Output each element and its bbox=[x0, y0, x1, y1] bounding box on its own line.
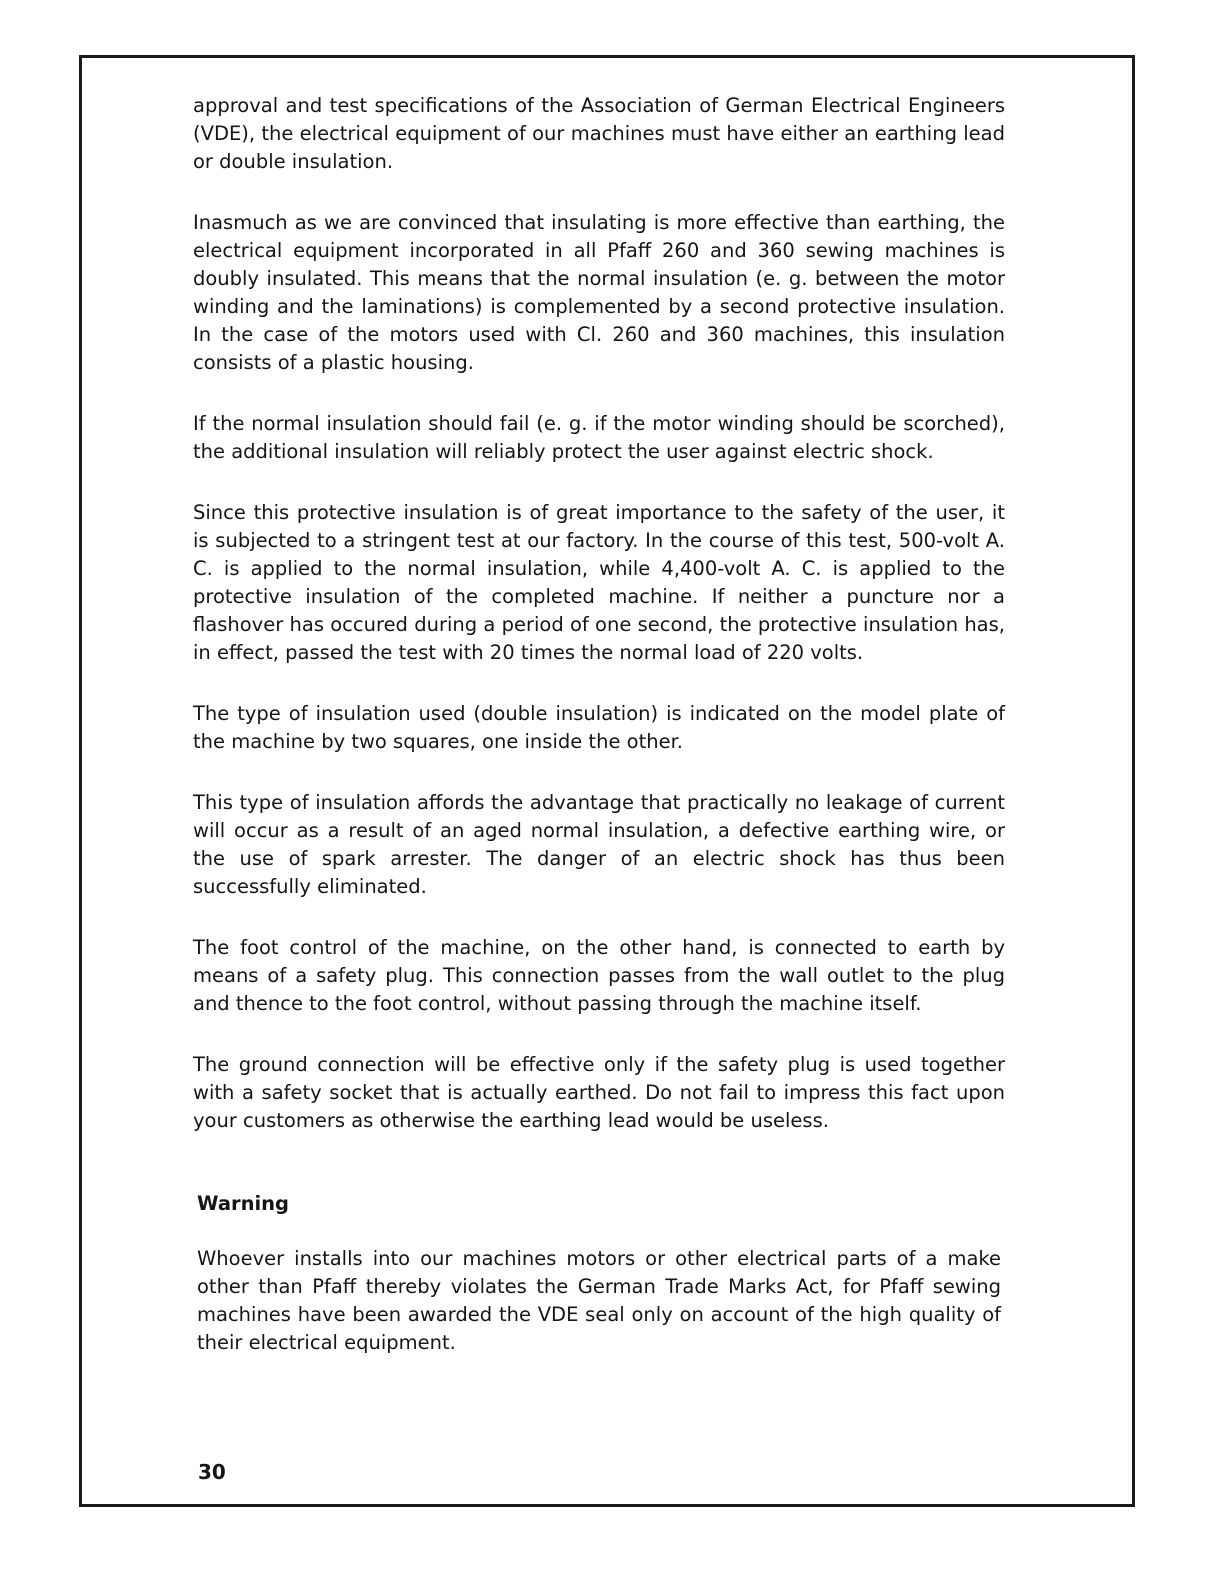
paragraph-insulation-failure: If the normal insulation should fail (e. g. if the motor winding should be scorched), the additional insulation will reliably protect the user against electric shock. bbox=[193, 412, 1005, 463]
paragraph-ground-connection: The ground connection will be effective only if the safety plug is used together with a safety socket that is actually earthed. Do not fail to impress this fact upon your customers as otherwise the earthing lead would be useless. bbox=[193, 1053, 1005, 1132]
paragraph-model-plate: The type of insulation used (double insulation) is indicated on the model plate of the machine by two squares, one inside the other. bbox=[193, 702, 1005, 753]
paragraph-vde-requirements: approval and test specifications of the Association of German Electrical Engineers (VDE), the electrical equipment of our machines must have either an earthing lead or double insulation. bbox=[193, 94, 1005, 173]
paragraph-foot-control: The foot control of the machine, on the other hand, is connected to earth by means of a safety plug. This connection passes from the wall outlet to the plug and thence to the foot control, without passing through the machine itself. bbox=[193, 936, 1005, 1015]
page-body bbox=[193, 92, 1005, 1357]
page-number: 30 bbox=[198, 1460, 226, 1484]
paragraph-double-insulation: Inasmuch as we are convinced that insulating is more effective than earthing, the electrical equipment incorporated in all Pfaff 260 and 360 sewing machines is doubly insulated. This means that the normal insulation (e. g. between the motor winding and the laminations) is complemented by a second protective insulation. In the case of the motors used with Cl. 260 and 360 machines, this insulation consists of a plastic housing. bbox=[193, 211, 1005, 374]
warning-heading: Warning bbox=[197, 1192, 289, 1215]
paragraph-advantage: This type of insulation affords the advantage that practically no leakage of current will occur as a result of an aged normal insulation, a defective earthing wire, or the use of spark arrester. The danger of an electric shock has thus been successfully eliminated. bbox=[193, 791, 1005, 898]
warning-text: Whoever installs into our machines motors or other electrical parts of a make other than Pfaff thereby violates the German Trade Marks Act, for Pfaff sewing machines have been awarded the VDE seal only on account of the high quality of their electrical equipment. bbox=[197, 1247, 1001, 1354]
paragraph-factory-test: Since this protective insulation is of great importance to the safety of the user, it is subjected to a stringent test at our factory. In the course of this test, 500-volt A. C. is applied to the normal insulation, while 4,400-volt A. C. is applied to the protective insulation of the completed machine. If neither a puncture nor a flashover has occured during a period of one second, the protective insulation has, in effect, passed the test with 20 times the normal load of 220 volts. bbox=[193, 501, 1005, 664]
